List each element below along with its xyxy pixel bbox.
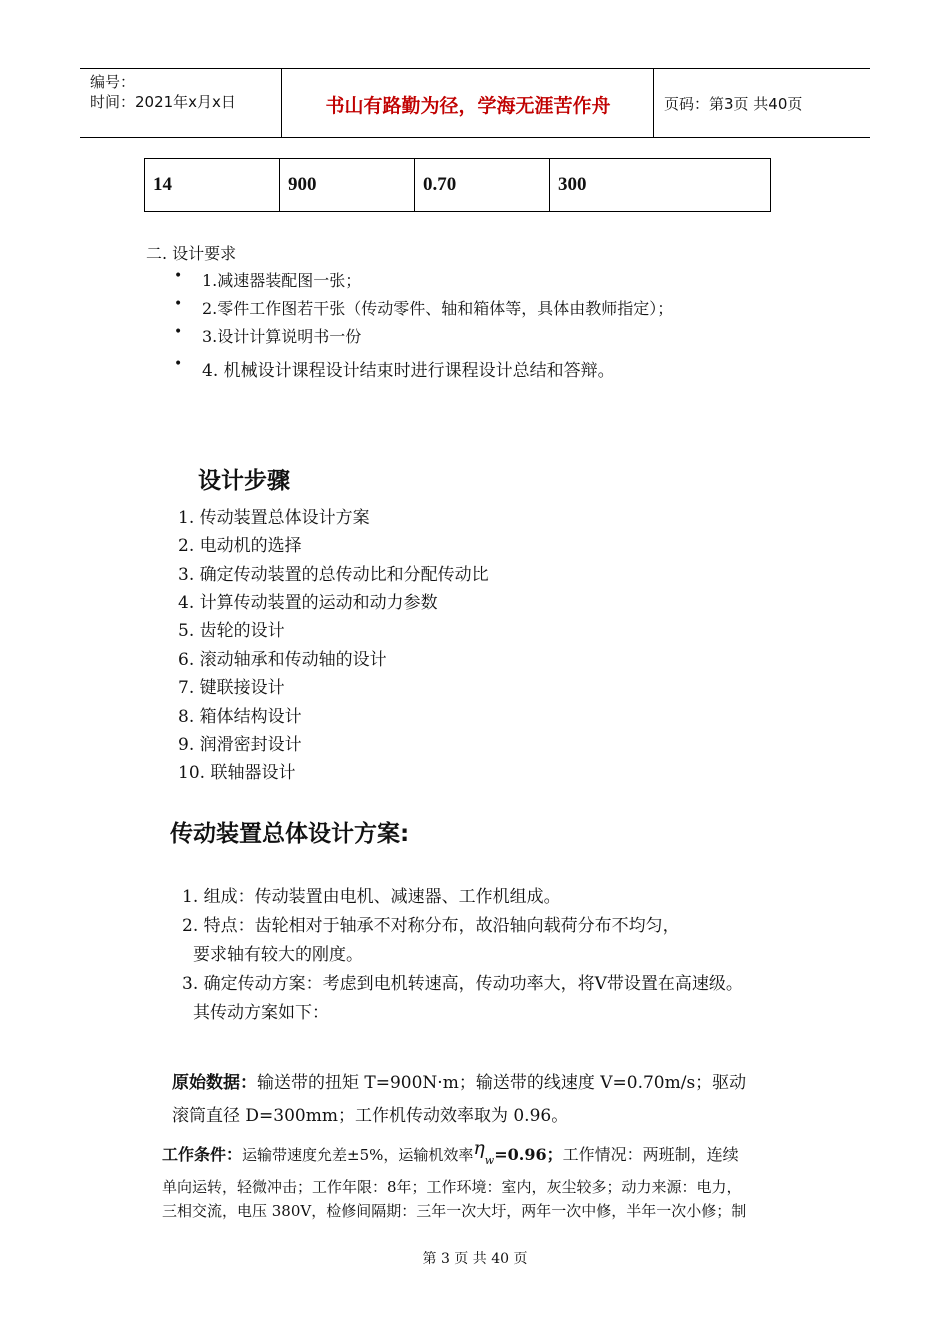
conditions-line: 单向运转，轻微冲击；工作年限：8年；工作环境：室内，灰尘较多；动力来源：电力，: [162, 1178, 742, 1196]
list-item: 9. 润滑密封设计: [178, 735, 302, 755]
list-item: 7. 键联接设计: [178, 678, 285, 698]
list-item: 1. 传动装置总体设计方案: [178, 508, 370, 528]
bullet-icon: •: [174, 324, 183, 340]
raw-data-label: 原始数据：: [172, 1073, 257, 1093]
table-cell: 300: [550, 159, 771, 212]
conditions-line: 三相交流，电压 380V，检修间隔期：三年一次大圩，两年一次中修，半年一次小修；制: [162, 1202, 747, 1220]
conditions-text: 运输带速度允差±5%，运输机效率: [242, 1146, 474, 1164]
list-item: 3.设计计算说明书一份: [202, 327, 362, 346]
bullet-icon: •: [174, 296, 183, 312]
requirements-heading: 二. 设计要求: [146, 244, 237, 263]
conditions-line: [162, 1137, 739, 1167]
list-item: 8. 箱体结构设计: [178, 707, 302, 727]
header-left-cell: [80, 69, 282, 137]
steps-heading: 设计步骤: [198, 468, 290, 494]
list-item: 2.零件工作图若干张（传动零件、轴和箱体等，具体由教师指定）；: [202, 299, 674, 318]
table-cell: 900: [280, 159, 415, 212]
list-item: 4. 机械设计课程设计结束时进行课程设计总结和答辩。: [202, 361, 615, 381]
header-right-cell: [654, 69, 870, 137]
list-item-continuation: 其传动方案如下：: [193, 1003, 329, 1023]
data-table: [144, 158, 771, 212]
list-item: 2. 特点：齿轮相对于轴承不对称分布，故沿轴向载荷分布不均匀，: [182, 916, 680, 936]
eta-symbol: η: [473, 1137, 485, 1159]
eta-subscript: w: [484, 1154, 495, 1167]
table-cell: 0.70: [415, 159, 550, 212]
header-motto: 书山有路勤为径，学海无涯苦作舟: [325, 95, 611, 117]
list-item-continuation: 要求轴有较大的刚度。: [193, 945, 363, 965]
list-item: 4. 计算传动装置的运动和动力参数: [178, 593, 438, 613]
scheme-heading: 传动装置总体设计方案:: [170, 821, 410, 847]
table-cell: 14: [145, 159, 280, 212]
conditions-text: 工作情况：两班制，连续: [562, 1145, 739, 1164]
bullet-icon: •: [174, 268, 183, 284]
page-header: [80, 68, 870, 138]
conditions-label: 工作条件：: [162, 1145, 243, 1164]
page-footer: 第 3 页 共 40 页: [422, 1251, 528, 1267]
list-item: 1. 组成：传动装置由电机、减速器、工作机组成。: [182, 887, 561, 907]
raw-data-line: [172, 1068, 746, 1093]
raw-data-text: 输送带的扭矩 T=900N·m；输送带的线速度 V=0.70m/s；驱动: [257, 1073, 747, 1093]
eta-value: =0.96；: [494, 1145, 563, 1164]
list-item: 2. 电动机的选择: [178, 536, 302, 556]
table-row: [145, 159, 771, 212]
list-item: 1.减速器装配图一张；: [202, 271, 362, 290]
header-page-info: 页码：第3页 共40页: [664, 95, 803, 113]
list-item: 5. 齿轮的设计: [178, 621, 285, 641]
header-middle-cell: [282, 69, 654, 137]
raw-data-line: 滚筒直径 D=300mm；工作机传动效率取为 0.96。: [172, 1106, 569, 1126]
list-item: 3. 确定传动装置的总传动比和分配传动比: [178, 565, 489, 585]
list-item: 3. 确定传动方案：考虑到电机转速高，传动功率大，将V带设置在高速级。: [182, 974, 743, 994]
time-label: 时间：2021年x月x日: [90, 93, 236, 111]
bullet-icon: •: [174, 356, 183, 372]
number-label: 编号：: [90, 73, 136, 91]
list-item: 6. 滚动轴承和传动轴的设计: [178, 650, 387, 670]
list-item: 10. 联轴器设计: [178, 763, 296, 783]
